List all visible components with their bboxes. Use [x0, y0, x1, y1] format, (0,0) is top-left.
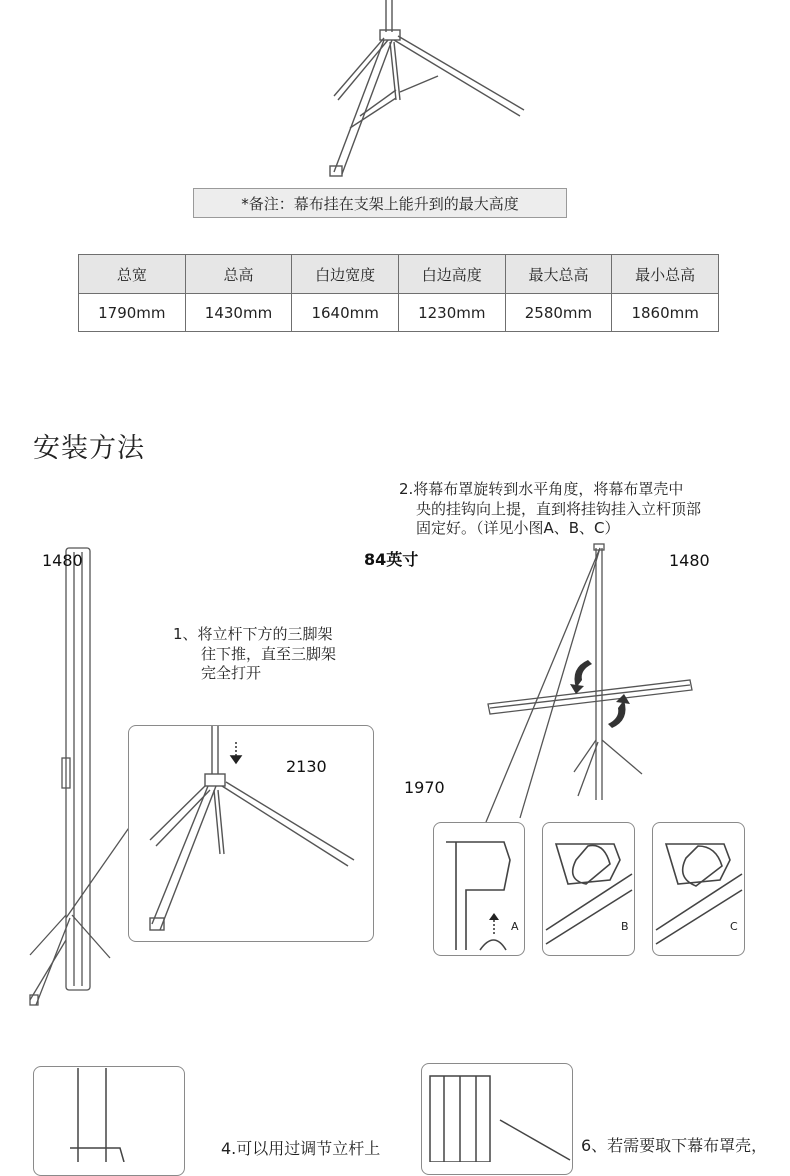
detail-label-b: B	[621, 920, 629, 933]
detail-label-c: C	[730, 920, 738, 933]
value-min-height: 1860mm	[612, 294, 719, 332]
value-border-height: 1230mm	[398, 294, 505, 332]
header-border-width: 白边宽度	[292, 255, 399, 294]
step2-line1: 2.将幕布罩旋转到水平角度，将幕布罩壳中	[399, 480, 684, 498]
step1-line1: 1、将立杆下方的三脚架	[173, 625, 333, 643]
inset-height-label: 2130	[286, 757, 327, 776]
right-mid-label: 1970	[404, 778, 445, 797]
detail-label-a: A	[511, 920, 519, 933]
right-height-label: 1480	[669, 551, 710, 570]
step4-text: 4.可以用过调节立杆上	[221, 1139, 381, 1158]
value-total-height: 1430mm	[185, 294, 292, 332]
header-total-width: 总宽	[79, 255, 186, 294]
header-max-height: 最大总高	[505, 255, 612, 294]
value-max-height: 2580mm	[505, 294, 612, 332]
header-total-height: 总高	[185, 255, 292, 294]
step2-line2: 央的挂钩向上提，直到将挂钩挂入立杆顶部	[416, 500, 702, 518]
note-text: *备注：幕布挂在支架上能升到的最大高度	[241, 194, 519, 213]
step1-line2: 往下推，直至三脚架	[201, 645, 337, 663]
value-border-width: 1640mm	[292, 294, 399, 332]
left-height-label: 1480	[42, 551, 83, 570]
step2-line3: 固定好。（详见小图A、B、C）	[416, 519, 620, 537]
header-border-height: 白边高度	[398, 255, 505, 294]
step1-line3: 完全打开	[201, 664, 262, 682]
section-title: 安装方法	[33, 433, 145, 464]
header-min-height: 最小总高	[612, 255, 719, 294]
screen-size-label: 84英寸	[364, 550, 419, 569]
value-total-width: 1790mm	[79, 294, 186, 332]
step6-text: 6、若需要取下幕布罩壳，	[581, 1136, 768, 1155]
